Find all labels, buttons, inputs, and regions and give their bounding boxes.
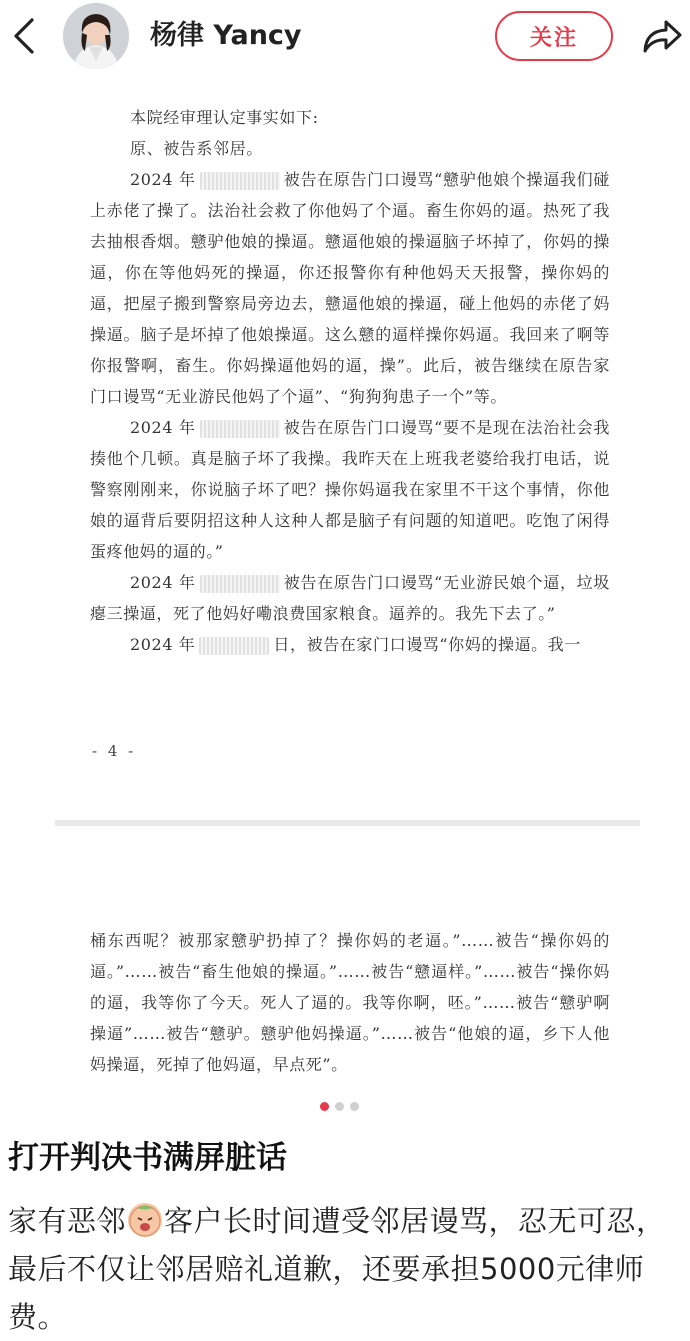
doc-text: 被告在原告门口谩骂“戆驴他娘个操逼我们碰上赤佬了操了。法治社会救了你他妈了个逼。畜生你妈的逼。热死了我去抽根香烟。戆驴他娘的操逼。戆逼他娘的操逼脑子坏掉了，你妈的操逼，你在等他妈死的操逼，你还报警你有种他妈天天报警，操你妈的逼，把屋子搬到警察局旁边去，戆逼他娘的操逼，碰上他妈的赤佬了妈操逼。脑子是坏掉了他娘操逼。这么戆的逼样操你妈逼。我回来了啊等你报警啊，畜生。你妈操逼他妈的逼，操”。此后，被告继续在原告家门口谩骂“无业游民他妈了个逼”、“狗狗狗患子一个”等。 bbox=[90, 170, 610, 406]
carousel-dot[interactable] bbox=[350, 1102, 359, 1111]
back-button[interactable] bbox=[6, 14, 42, 58]
carousel-dot[interactable] bbox=[335, 1102, 344, 1111]
avatar-image bbox=[63, 3, 129, 69]
redacted-date bbox=[200, 420, 280, 438]
judgment-page-2 bbox=[90, 925, 610, 1080]
emoji-graphic bbox=[128, 1203, 162, 1237]
post-title: 打开判决书满屏脏话 bbox=[8, 1140, 287, 1176]
author-name[interactable]: 杨律 Yancy bbox=[150, 20, 302, 51]
doc-paragraph bbox=[90, 412, 610, 567]
doc-paragraph: 原、被告系邻居。 bbox=[130, 139, 263, 158]
doc-page-number: - 4 - bbox=[92, 742, 137, 760]
chevron-left-icon bbox=[12, 16, 36, 56]
angry-face-emoji-icon bbox=[128, 1203, 162, 1237]
author-avatar[interactable] bbox=[63, 3, 129, 69]
redacted-date bbox=[199, 637, 269, 655]
doc-text: 被告在原告门口谩骂“要不是现在法治社会我揍他个几顿。真是脑子坏了我操。我昨天在上班我老婆给我打电话，说警察刚刚来，你说脑子坏了吧？操你妈逼我在家里不干这个事情，你他娘的逼背后要阴招这种人这种人都是脑子有问题的知道吧。吃饱了闲得蛋疼他妈的逼的。” bbox=[90, 418, 610, 561]
doc-paragraph: 本院经审理认定事实如下: bbox=[130, 108, 319, 127]
judgment-page-1 bbox=[90, 102, 610, 660]
doc-year: 2024 年 bbox=[130, 573, 196, 592]
doc-year: 2024 年 bbox=[130, 635, 196, 654]
top-bar bbox=[0, 0, 690, 80]
doc-paragraph bbox=[90, 629, 610, 660]
doc-year: 2024 年 bbox=[130, 418, 196, 437]
post-body-text: 客户长时间遭受邻居谩骂，忍无可忍，最后不仅让邻居赔礼道歉，还要承担5000元律师费。 bbox=[8, 1204, 666, 1334]
page-divider bbox=[55, 820, 640, 826]
doc-paragraph: 桶东西呢？被那家戆驴扔掉了？操你妈的老逼。”……被告“操你妈的逼。”……被告“畜生他娘的操逼。”……被告“戆逼样。”……被告“操你妈的逼，我等你了今天。死人了逼的。我等你啊，呸。”……被告“戆驴啊操逼”……被告“戆驴。戆驴他妈操逼。”……被告“他娘的逼，乡下人他妈操逼，死掉了他妈逼，早点死”。 bbox=[90, 931, 610, 1074]
post-body bbox=[8, 1197, 684, 1341]
doc-text: 日，被告在家门口谩骂“你妈的操逼。我一 bbox=[273, 635, 581, 654]
share-button[interactable] bbox=[638, 14, 686, 58]
doc-paragraph bbox=[90, 164, 610, 412]
redacted-date bbox=[200, 575, 280, 593]
doc-text: 被告在原告门口谩骂“无业游民娘个逼，垃圾瘪三操逼，死了他妈好嘞浪费国家粮食。逼养的。我先下去了。” bbox=[90, 573, 610, 623]
share-arrow-icon bbox=[640, 16, 684, 56]
doc-paragraph bbox=[90, 567, 610, 629]
follow-button[interactable]: 关注 bbox=[495, 11, 613, 61]
image-carousel-indicator[interactable] bbox=[320, 1101, 370, 1111]
doc-year: 2024 年 bbox=[130, 170, 196, 189]
redacted-date bbox=[200, 172, 280, 190]
carousel-dot-active[interactable] bbox=[320, 1102, 329, 1111]
post-body-text: 家有恶邻 bbox=[8, 1204, 127, 1238]
